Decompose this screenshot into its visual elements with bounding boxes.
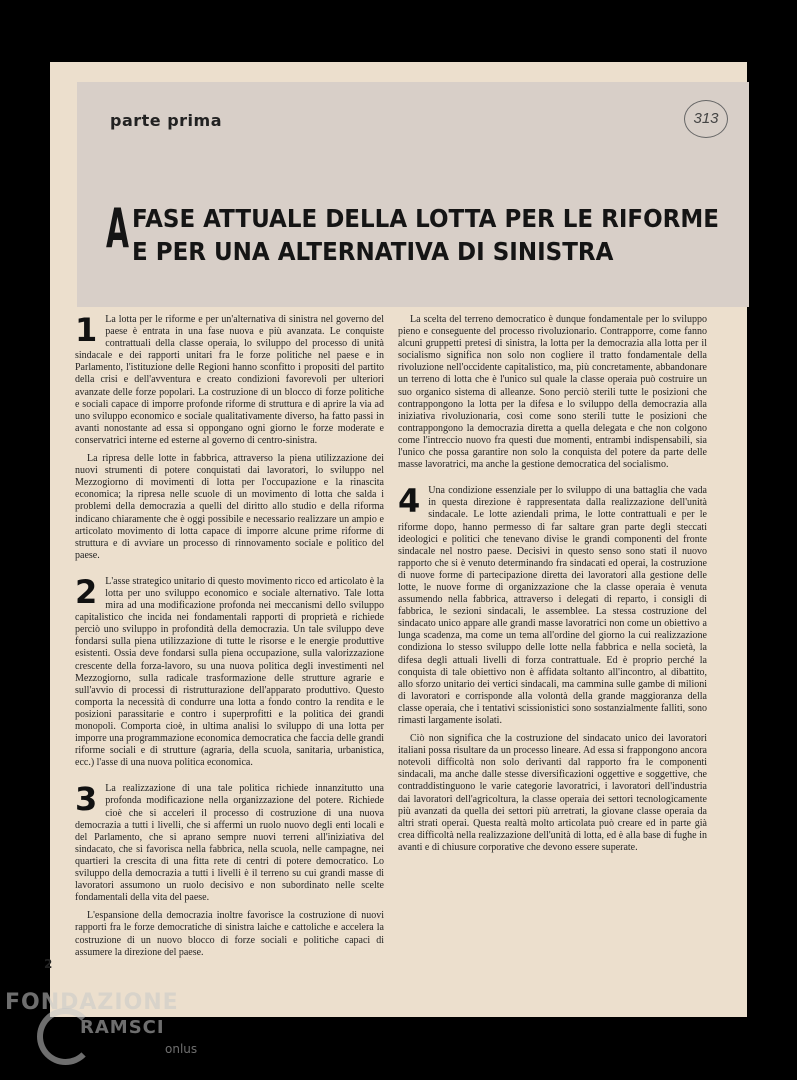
watermark-line-3: onlus <box>165 1042 198 1056</box>
paragraph: L'espansione della democrazia inoltre favorisce la costruzione di nuovi rapporti fra le forze democratiche di sinistra laiche e cattoliche e accelera la costruzione di un nuovo blocco di forze sociali e politiche capaci di assumere la direzione del paese. <box>75 910 384 958</box>
page-title <box>132 202 719 268</box>
paragraph: La scelta del terreno democratico è dunque fondamentale per lo sviluppo pieno e conseguente del processo rivoluzionario. Contrapporre, come fanno alcuni gruppetti pretesi di sinistra, la lotta per la democrazia alla lotta per il socialismo significa non solo non cogliere il tratto fondamentale della rivoluzione nell'occidente capitalistico, ma, più concretamente, abbandonare un terreno di lotta che è l'unico sul quale la classe operaia può costruire un suo organico sistema di alleanze. Sono perciò sterili tutte le posizioni che contrappongono la lotta per la difesa e lo sviluppo della democrazia alla iniziativa rivoluzionaria, così come sono sterili tutte le posizioni che contrappongono la democrazia diretta a quella delegata e che non colgono come l'intreccio nuovo fra questi due momenti, entrambi indispensabili, sia l'unico che possa garantire non solo la conquista del potere da parte delle masse lavoratrici, ma anche la gestione democratica del socialismo. <box>398 314 707 471</box>
page-stamp: 313 <box>684 100 728 138</box>
title-band <box>77 82 749 307</box>
document-page <box>44 62 747 1017</box>
paragraph: La ripresa delle lotte in fabbrica, attraverso la piena utilizzazione dei nuovi strumenti di potere conquistati dai lavoratori, lo sviluppo nel Mezzogiorno di movimenti di lotta per l'occupazione e la rinascita economica; la ripresa nelle scuole di un movimento di lotta che salda i problemi della democrazia a quelli del diritto allo studio e della riforma indicano chiaramente che è oggi possibile e necessario realizzare un ampio e articolato movimento di lotta capace di imporre alcune prime riforme di struttura e di avviare un processo di rinnovamento sociale e politico del paese. <box>75 453 384 561</box>
part-label: parte prima <box>110 111 223 130</box>
section-1 <box>75 311 384 562</box>
watermark-line-2: RAMSCI <box>80 1017 165 1038</box>
page-number: 2 <box>44 957 53 971</box>
section-2 <box>75 572 384 770</box>
section-4 <box>398 482 707 854</box>
title-line-2: E PER UNA ALTERNATIVA DI SINISTRA <box>132 237 614 266</box>
section-number: 1 <box>75 311 98 349</box>
title-line-1: FASE ATTUALE DELLA LOTTA PER LE RIFORME <box>132 204 719 233</box>
title-drop-cap: A <box>106 197 129 260</box>
paragraph: Ciò non significa che la costruzione del sindacato unico dei lavoratori italiani possa risultare da un processo lineare. Ad essa si frappongono ancora notevoli difficoltà non solo derivanti dal rapporto fra le componenti sindacali, ma anche dalle stesse diversificazioni oggettive e soggettive, che contraddistinguono le varie categorie lavoratrici, i lavoratori dell'industria dai lavoratori dell'agricoltura, la classe operaia dei settori tecnologicamente più avanzati da quella dei settori più arretrati, la giovane classe operaia da altri strati operai. Questa realtà molto articolata può creare ed in parte già crea difficoltà nella realizzazione dell'unità di lotta, ed è alla base di fughe in avanti e di chiusure corporative che devono essere superate. <box>398 733 707 853</box>
paragraph: L'asse strategico unitario di questo movimento ricco ed articolato è la lotta per uno sviluppo economico e sociale alternativo. Tale lotta mira ad una modificazione profonda nei meccanismi dello sviluppo capitalistico che incida nei fondamentali rapporti di proprietà e richiede perciò uno sviluppo in profondità della democrazia. Un tale sviluppo deve fondarsi sulla piena utilizzazione di tutte le risorse e le energie produttive esistenti. Ossia deve fondarsi sulla piena occupazione, sulla valorizzazione crescente della forza-lavoro, su una nuova politica degli investimenti nel Mezzogiorno, sulla radicale trasformazione delle strutture agrarie e sull'avvio di processi di ristrutturazione dell'apparato produttivo. Questo comporta la necessità di condurre una lotta a fondo contro la rendita e le posizioni parassitarie e contro i superprofitti e la politica dei grandi monopoli. Comporta cioè, in ultima analisi lo sviluppo di una lotta per imporre una programmazione economica democratica che faccia delle grandi riforme sociali e di strutture (agraria, della scuola, sanitaria, urbanistica, ecc.) l'asse di una nuova politica economica. <box>75 575 384 769</box>
section-number: 2 <box>75 572 98 611</box>
paragraph: La lotta per le riforme e per un'alternativa di sinistra nel governo del paese è entrata in una fase nuova e più avanzata. Le conquiste contrattuali della classe operaia, lo sviluppo del processo di unità sindacale e dei rapporti unitari fra le forze politiche nel paese e in Parlamento, l'istituzione delle Regioni hanno sconfitto i propositi del partito della crisi e dell'avventura e creato condizioni favorevoli per ulteriori avanzate delle forze popolari. La costruzione di un blocco di forze politiche e sociali capace di imporre profonde riforme di struttura e di aprire la via ad uno sviluppo economico e sociale qualitativamente diverso, ha fatto passi in avanti nonostante ad essa si oppongano ogni giorno le forze moderate e conservatrici interne ed esterne al governo di centro-sinistra. <box>75 314 384 446</box>
section-number: 4 <box>398 482 421 521</box>
section-3 <box>75 780 384 958</box>
left-column <box>75 311 384 965</box>
right-column <box>398 314 707 860</box>
watermark-line-1: FONDAZIONE <box>5 990 179 1015</box>
section-number: 3 <box>75 780 98 819</box>
paragraph: Una condizione essenziale per lo sviluppo di una battaglia che vada in questa direzione è rappresentata dalla realizzazione dell'unità sindacale. Le lotte aziendali prima, le lotte contrattuali e per le riforme dopo, hanno permesso di far saltare gran parte degli steccati ideologici e politici che tenevano divise le grandi componenti del fronte sindacale nel nostro paese. Decisivi in questo senso sono stati il nuovo rapporto che si è venuto determinando fra sindacati ed operai, la costruzione di nuove forme di partecipazione diretta dei lavoratori alla gestione delle lotte, le nuove forme di organizzazione che la classe operaia è venuta assumendo nella fabbrica, attraverso i delegati di reparto, i consigli di fabbrica, le sezioni sindacali, le assemblee. La stessa costruzione del sindacato unico appare alle grandi masse lavoratrici non come un obiettivo a lunga scadenza, ma come un tema all'ordine del giorno la cui realizzazione condiziona lo stesso sviluppo delle lotte nella fabbrica e nella società, la difesa degli attuali livelli di forza contrattuale. Ed è proprio perché la conquista di tale obiettivo non è affidata soltanto all'incontro, al dibattito, allo sforzo unitario dei vertici sindacali, ma cammina sulle gambe di milioni di lavoratori e corrisponde alla volontà della grande maggioranza della classe operaia, che i tentativi scissionistici sono sostanzialmente falliti, sono rimasti largamente isolati. <box>398 485 707 726</box>
paragraph: La realizzazione di una tale politica richiede innanzitutto una profonda modificazione nella organizzazione del potere. Richiede cioè che si acceleri il processo di costruzione di una nuova democrazia a tutti i livelli, che si affermi un ruolo nuovo degli enti locali e del Parlamento, che si aprano sempre nuovi terreni all'iniziativa del sindacato, che si favorisca nella fabbrica, nella scuola, nelle campagne, nei quartieri la crescita di una fitta rete di centri di potere democratico. Lo sviluppo della democrazia a tutti i livelli è il terreno su cui grandi masse di lavoratori assumono un ruolo decisivo e non subordinato nelle scelte fondamentali della vita del paese. <box>75 783 384 904</box>
